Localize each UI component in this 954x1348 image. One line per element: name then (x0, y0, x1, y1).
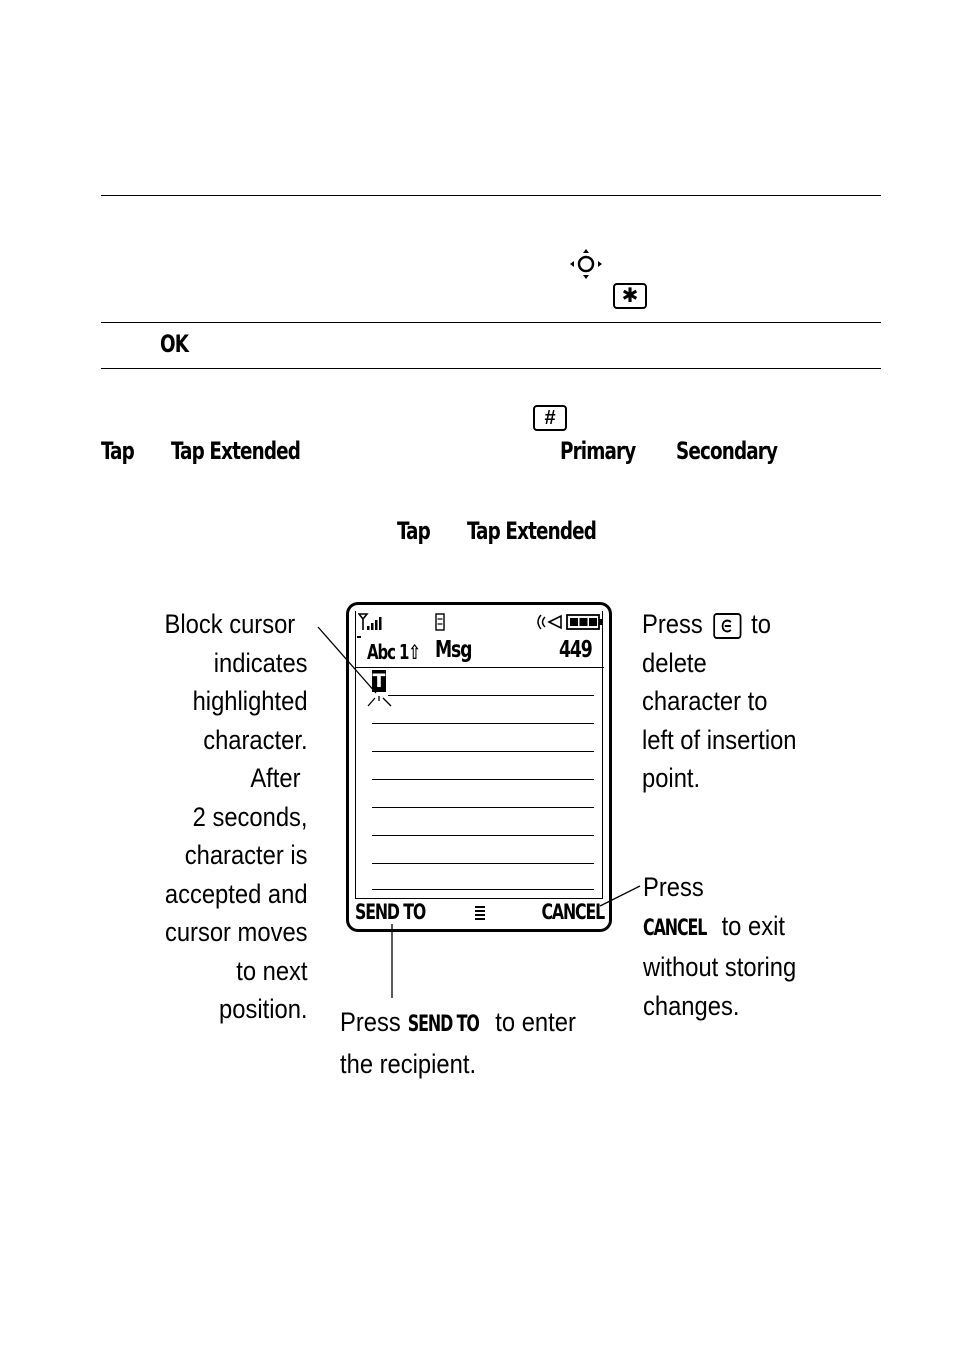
caption-line: changes. (643, 990, 740, 1021)
cancel-keyword: CANCEL (643, 915, 707, 941)
caption-line: character. (203, 724, 308, 755)
caption-line: cursor moves (165, 917, 308, 947)
caption-line: point. (642, 763, 701, 793)
keyword-tap-extended: Tap Extended (171, 437, 301, 465)
caption-line (643, 907, 796, 949)
caption-line: the recipient. (340, 1048, 477, 1079)
caption-line: position. (219, 994, 308, 1024)
keyword-tap-2: Tap (397, 517, 430, 545)
caption-press: Press (340, 1007, 401, 1037)
caption-line: character is (185, 840, 308, 870)
clear-key-icon (713, 613, 741, 639)
caption-line: Block cursor (164, 609, 296, 639)
send-to-softkey[interactable]: SEND TO (355, 900, 426, 924)
caption-line: delete (642, 647, 707, 678)
caption-line: highlighted (193, 686, 308, 716)
caption-to: to (751, 609, 772, 639)
hash-key-icon: # (533, 405, 567, 431)
caption-line: indicates (214, 647, 308, 678)
block-cursor-caption (165, 605, 308, 1029)
caption-press: Press (642, 609, 703, 639)
delete-key-caption (642, 605, 797, 798)
text-mode-indicator: Abc 1⇧ (367, 640, 420, 664)
message-label: Msg (435, 637, 472, 663)
keyword-secondary: Secondary (676, 437, 778, 465)
caption-line: Press (643, 872, 704, 902)
caption-line: to next (236, 955, 308, 986)
caption-line: without storing (643, 952, 797, 982)
keyword-primary: Primary (560, 437, 636, 465)
caption-line: accepted and (165, 878, 308, 909)
caption-rest: to exit (721, 910, 785, 941)
send-to-keyword: SEND TO (407, 1012, 479, 1037)
keyword-tap-extended-2: Tap Extended (467, 517, 597, 545)
caption-line: After (250, 763, 301, 793)
star-key-icon: ✱ (613, 283, 647, 309)
ok-label: OK (160, 330, 189, 358)
caption-line (340, 1003, 576, 1045)
caption-line: left of insertion (642, 724, 797, 755)
cancel-caption (643, 868, 796, 1025)
cancel-softkey[interactable]: CANCEL (541, 900, 604, 924)
caption-line: character to (642, 686, 768, 716)
keyword-tap: Tap (101, 437, 134, 465)
caption-line: 2 seconds, (193, 801, 308, 832)
block-cursor: T (372, 670, 386, 692)
character-counter: 449 (559, 637, 592, 663)
caption-line (642, 605, 797, 644)
send-to-caption (340, 1003, 576, 1083)
caption-rest: to enter (495, 1007, 576, 1037)
